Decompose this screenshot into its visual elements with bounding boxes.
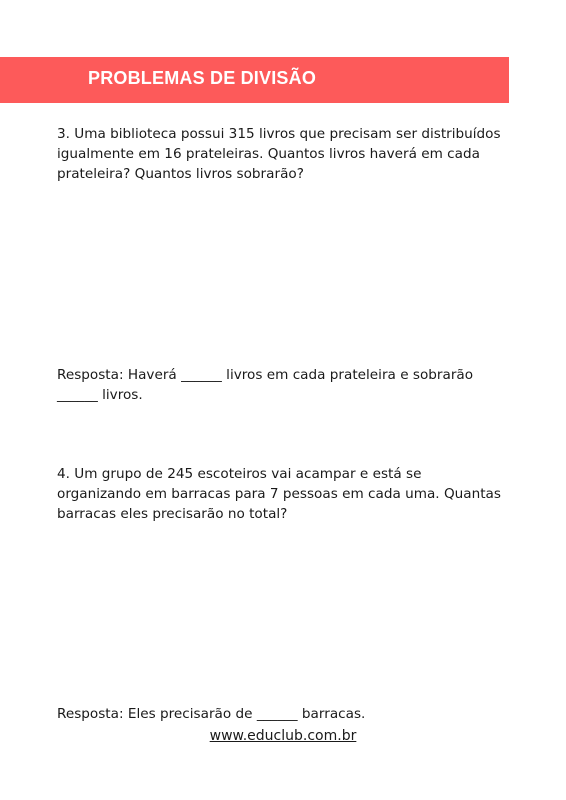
problem-4-answer: Resposta: Eles precisarão de ______ barracas. xyxy=(57,706,366,722)
problem-3-answer: Resposta: Haverá ______ livros em cada prateleira e sobrarão ______ livros. xyxy=(57,367,474,403)
page-title: PROBLEMAS DE DIVISÃO xyxy=(88,68,317,88)
problem-4-question: 4. Um grupo de 245 escoteiros vai acampar e está se organizando em barracas para 7 pessoas em cada uma. Quantas barracas eles precisarão no total? xyxy=(57,466,501,522)
header-band xyxy=(0,57,509,103)
problem-3-question: 3. Uma biblioteca possui 315 livros que precisam ser distribuídos igualmente em 16 prateleiras. Quantos livros haverá em cada prateleira? Quantos livros sobrarão? xyxy=(57,126,501,182)
footer-website-link[interactable]: www.educlub.com.br xyxy=(209,728,357,744)
